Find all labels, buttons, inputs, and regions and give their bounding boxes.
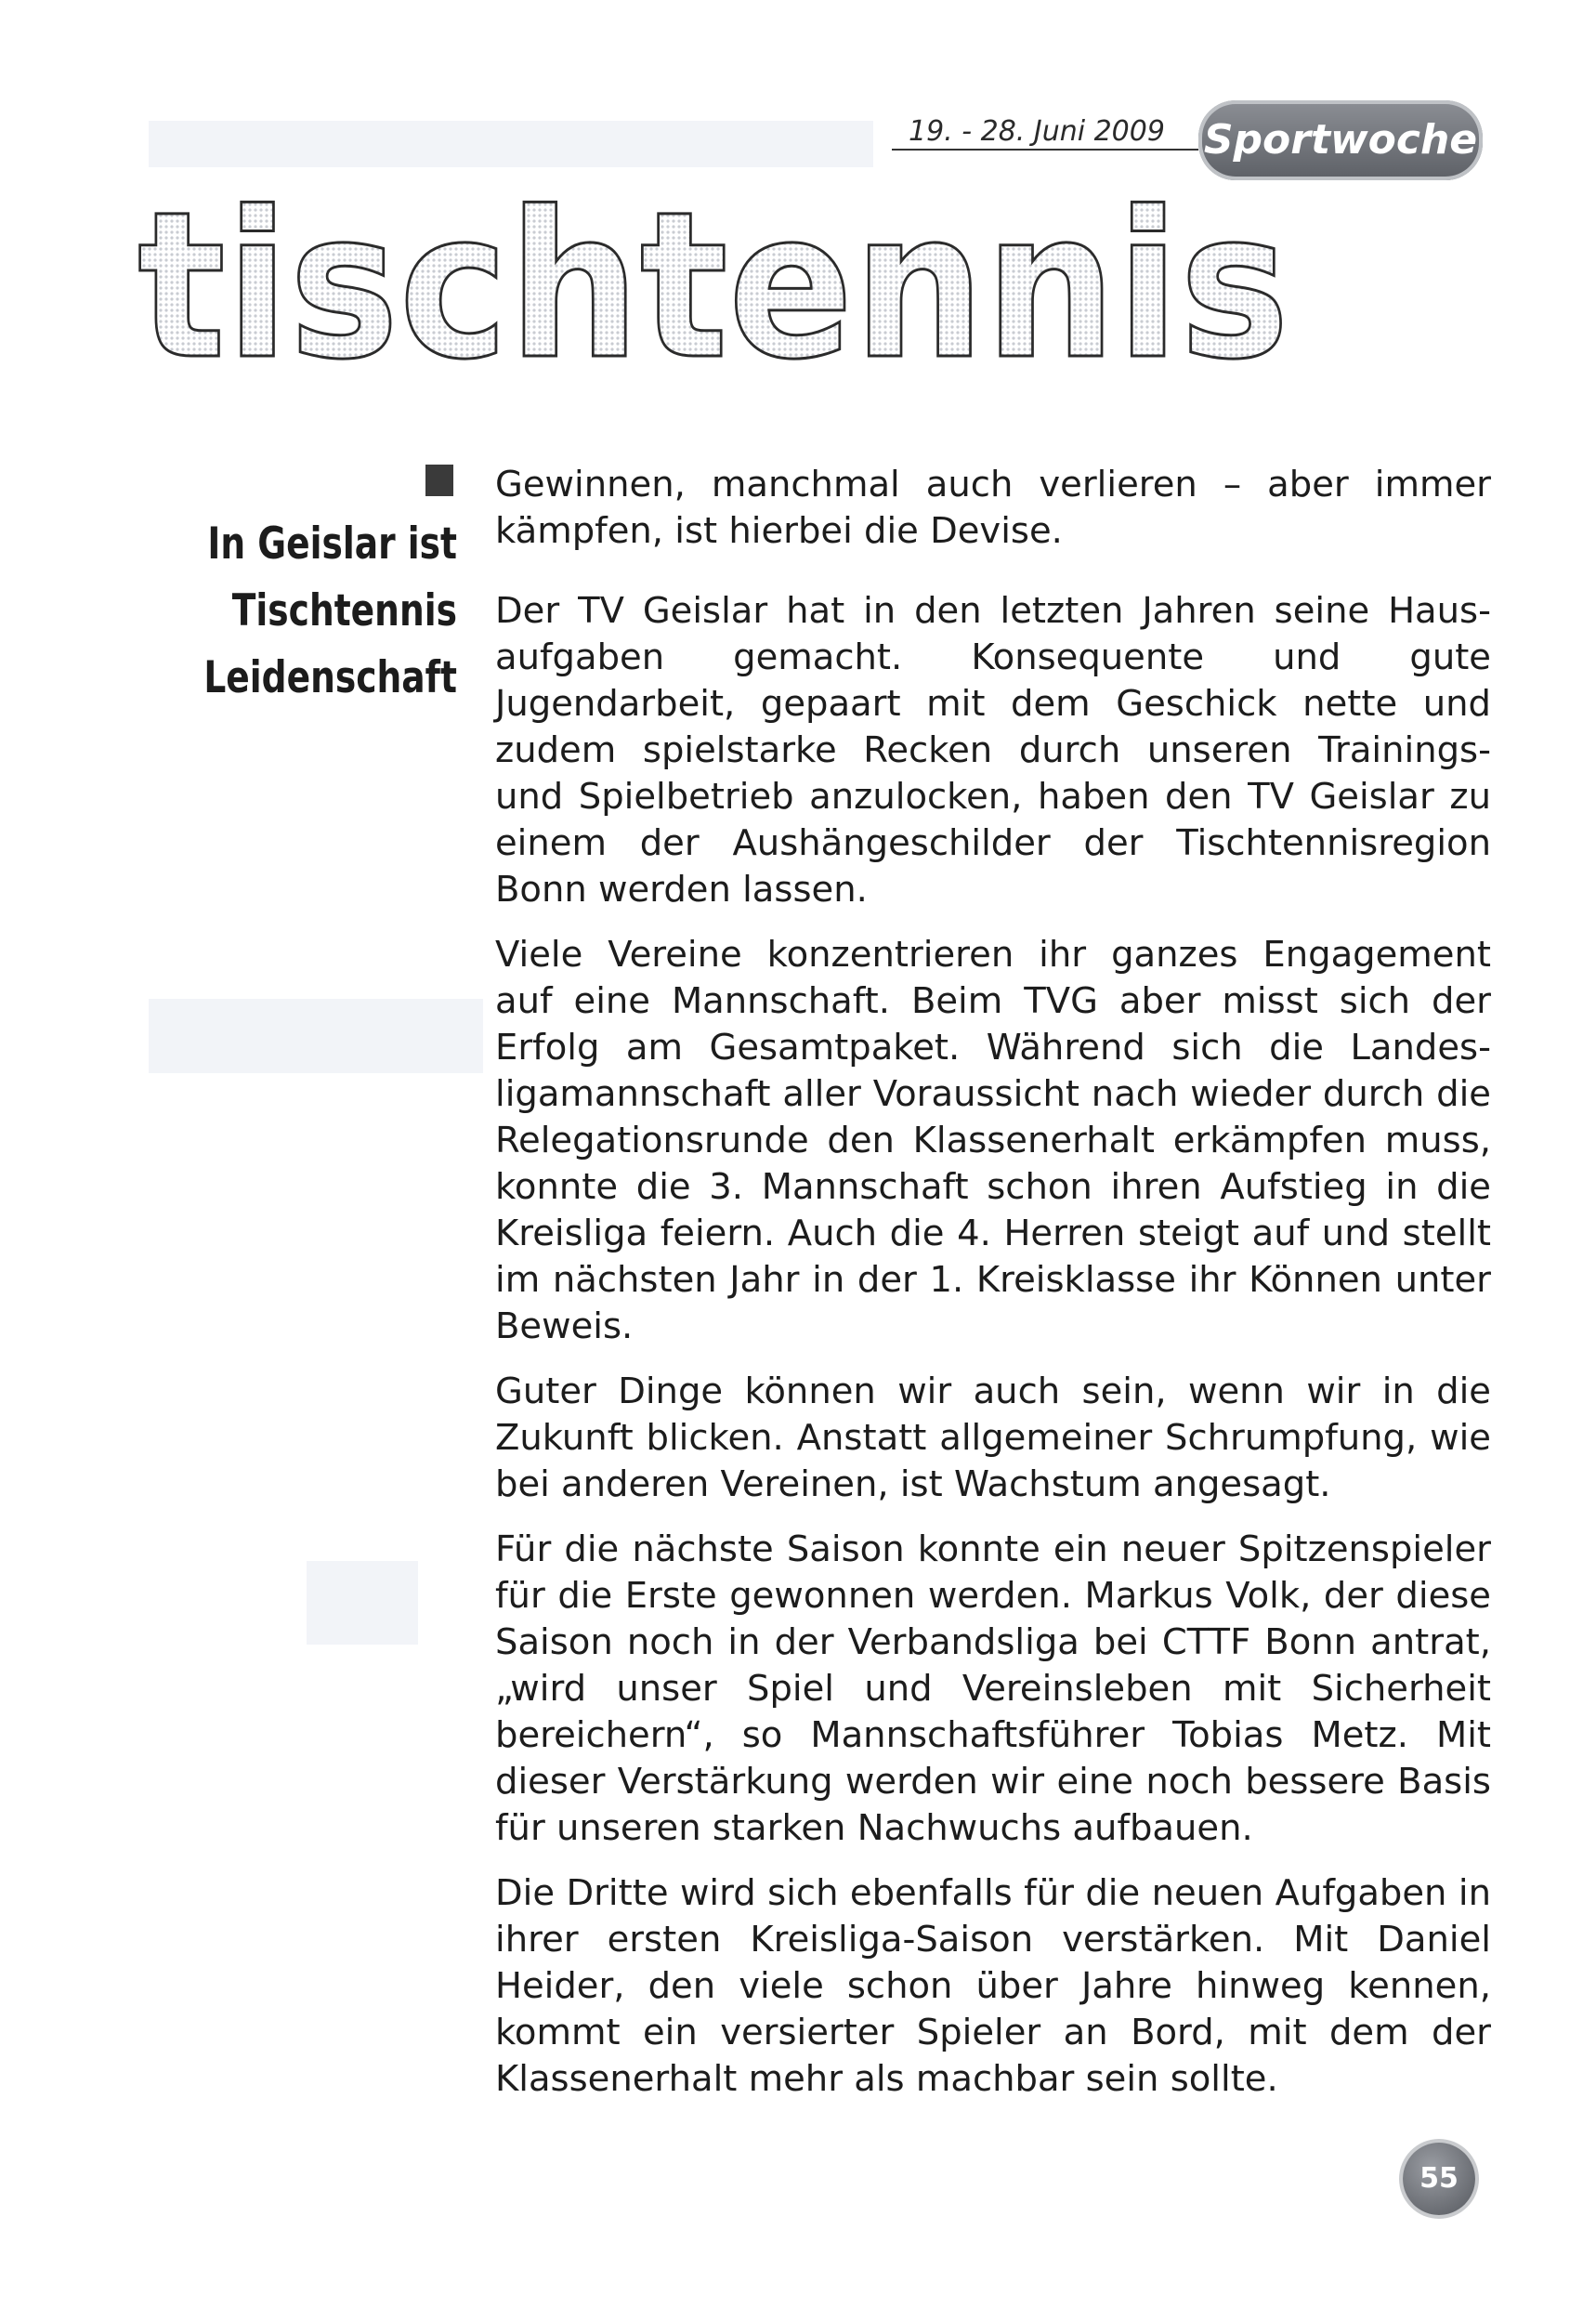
- heading-marker: [425, 465, 453, 496]
- article-paragraph-intro: Gewinnen, manchmal auch verlieren – aber immer kämpfen, ist hierbei die Devise.: [495, 464, 1491, 552]
- publication-badge: Sportwoche: [1198, 100, 1483, 180]
- sidebar-heading-line-2: Tischtennis: [231, 585, 457, 636]
- header-rule: [892, 149, 1198, 151]
- print-through-band-top: [149, 121, 873, 167]
- article-paragraph: Die Dritte wird sich ebenfalls für die neuen Aufgaben in ihrer ersten Kreisliga-Saison verstärken. Mit Daniel Heider, den viele schon über Jahre hinweg kennen, kommt ein versierter Spieler an Bord, mit dem der Klassenerhalt mehr als machbar sein sollte.: [495, 1872, 1491, 2100]
- sidebar-heading: [203, 511, 457, 712]
- issue-date: 19. - 28. Juni 2009: [909, 115, 1165, 148]
- sidebar-heading-line-3: Leidenschaft: [203, 652, 457, 703]
- print-through-band-middle: [149, 999, 483, 1073]
- page-number: 55: [1403, 2143, 1475, 2215]
- article-paragraph: Guter Dinge können wir auch sein, wenn wir in die Zukunft blicken. Anstatt allgemeiner Schrumpfung, wie bei anderen Vereinen, ist Wachstum angesagt.: [495, 1370, 1491, 1505]
- sidebar-heading-line-1: In Geislar ist: [207, 518, 457, 570]
- article-paragraph: Der TV Geislar hat in den letzten Jahren seine Hausaufgaben gemacht. Konsequente und gute Jugendarbeit, gepaart mit dem Geschick nette und zudem spielstarke Recken durch unseren Trainings- und Spielbetrieb anzulocken, haben den TV Geislar zu einem der Aushängeschilder der Tischtennisregion Bonn werden lassen.: [495, 590, 1491, 911]
- article-body: [495, 462, 1491, 2121]
- section-title-text: tischtennis: [137, 190, 1289, 386]
- section-title: [130, 190, 1301, 386]
- article-paragraph: Für die nächste Saison konnte ein neuer Spitzenspieler für die Erste gewonnen werden. Markus Volk, der diese Saison noch in der Verbandsliga bei CTTF Bonn antrat, „wird unser Spiel und Vereinsleben mit Sicherheit bereichern“, so Mannschaftsführer Tobias Metz. Mit dieser Verstärkung werden wir eine noch bessere Basis für unseren starken Nachwuchs aufbauen.: [495, 1528, 1491, 1849]
- article-paragraph: Viele Vereine konzentrieren ihr ganzes Engagement auf eine Mannschaft. Beim TVG aber misst sich der Erfolg am Gesamtpaket. Während sich die Landesligamannschaft aller Voraussicht nach wieder durch die Relegationsrunde den Klassenerhalt erkämpfen muss, konnte die 3. Mannschaft schon ihren Aufstieg in die Kreisliga feiern. Auch die 4. Herren steigt auf und stellt im nächsten Jahr in der 1. Kreisklasse ihr Können unter Beweis.: [495, 934, 1491, 1347]
- print-through-block-lower: [307, 1561, 418, 1645]
